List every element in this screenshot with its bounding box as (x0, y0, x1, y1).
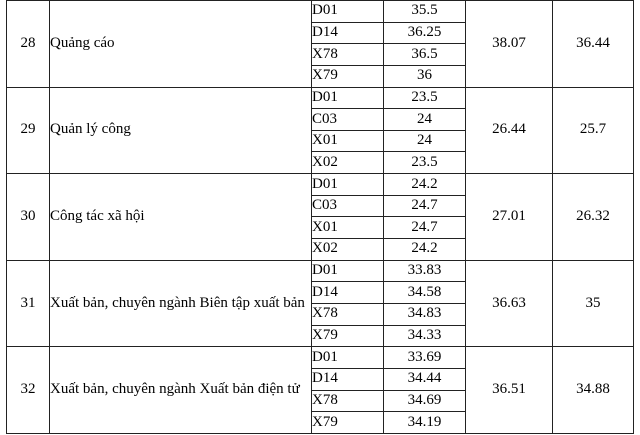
table-row (7, 347, 634, 369)
table-row (7, 1, 634, 23)
score-column-b-cell: 25.7 (553, 87, 634, 174)
subject-combo-cell: D14 (312, 282, 384, 304)
row-number-cell: 31 (7, 260, 50, 347)
score-column-a-cell: 26.44 (466, 87, 553, 174)
score-column-b-cell: 35 (553, 260, 634, 347)
subject-combo-cell: X01 (312, 217, 384, 239)
score-column-a-cell: 36.51 (466, 347, 553, 434)
subject-combo-cell: X78 (312, 390, 384, 412)
subject-combo-cell: D01 (312, 87, 384, 109)
admission-scores-table (6, 0, 634, 434)
combo-score-cell: 36.5 (384, 44, 466, 66)
score-column-b-cell: 26.32 (553, 174, 634, 261)
subject-combo-cell: D01 (312, 260, 384, 282)
subject-combo-cell: X01 (312, 130, 384, 152)
combo-score-cell: 24 (384, 130, 466, 152)
subject-combo-cell: C03 (312, 195, 384, 217)
table-row (7, 87, 634, 109)
combo-score-cell: 36 (384, 65, 466, 87)
subject-combo-cell: C03 (312, 109, 384, 131)
major-name-cell: Công tác xã hội (50, 174, 312, 261)
major-name-cell: Xuất bản, chuyên ngành Xuất bản điện tử (50, 347, 312, 434)
subject-combo-cell: D01 (312, 1, 384, 23)
subject-combo-cell: X79 (312, 325, 384, 347)
combo-score-cell: 23.5 (384, 87, 466, 109)
subject-combo-cell: X78 (312, 303, 384, 325)
combo-score-cell: 24.2 (384, 174, 466, 196)
combo-score-cell: 34.83 (384, 303, 466, 325)
subject-combo-cell: D01 (312, 347, 384, 369)
subject-combo-cell: D14 (312, 22, 384, 44)
major-name-cell: Quảng cáo (50, 1, 312, 88)
subject-combo-cell: X79 (312, 412, 384, 434)
combo-score-cell: 33.69 (384, 347, 466, 369)
score-column-a-cell: 27.01 (466, 174, 553, 261)
score-column-a-cell: 38.07 (466, 1, 553, 88)
row-number-cell: 29 (7, 87, 50, 174)
score-column-b-cell: 36.44 (553, 1, 634, 88)
combo-score-cell: 24.2 (384, 239, 466, 261)
combo-score-cell: 23.5 (384, 152, 466, 174)
row-number-cell: 30 (7, 174, 50, 261)
subject-combo-cell: D01 (312, 174, 384, 196)
combo-score-cell: 35.5 (384, 1, 466, 23)
major-name-cell: Quản lý công (50, 87, 312, 174)
subject-combo-cell: X02 (312, 152, 384, 174)
table-body (7, 1, 634, 434)
combo-score-cell: 34.19 (384, 412, 466, 434)
row-number-cell: 32 (7, 347, 50, 434)
subject-combo-cell: X79 (312, 65, 384, 87)
combo-score-cell: 34.33 (384, 325, 466, 347)
table-row (7, 174, 634, 196)
major-name-cell: Xuất bản, chuyên ngành Biên tập xuất bản (50, 260, 312, 347)
combo-score-cell: 24 (384, 109, 466, 131)
combo-score-cell: 33.83 (384, 260, 466, 282)
row-number-cell: 28 (7, 1, 50, 88)
score-column-a-cell: 36.63 (466, 260, 553, 347)
combo-score-cell: 24.7 (384, 195, 466, 217)
subject-combo-cell: X78 (312, 44, 384, 66)
combo-score-cell: 24.7 (384, 217, 466, 239)
score-column-b-cell: 34.88 (553, 347, 634, 434)
subject-combo-cell: D14 (312, 368, 384, 390)
combo-score-cell: 34.44 (384, 368, 466, 390)
combo-score-cell: 34.69 (384, 390, 466, 412)
combo-score-cell: 36.25 (384, 22, 466, 44)
table-row (7, 260, 634, 282)
subject-combo-cell: X02 (312, 239, 384, 261)
combo-score-cell: 34.58 (384, 282, 466, 304)
